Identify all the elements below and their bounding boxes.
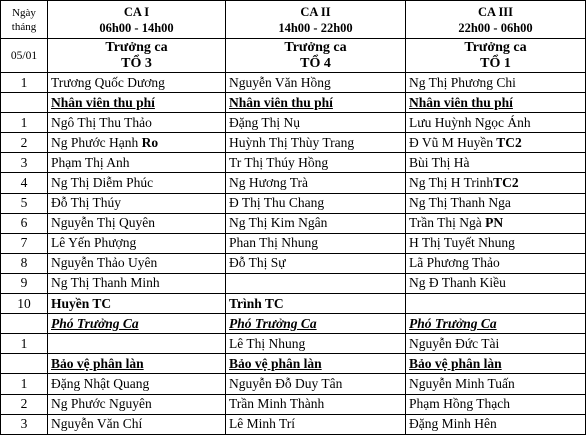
shift-1-cell — [48, 414, 226, 434]
shift-3-cell-text: Nguyễn Đức Tài — [409, 335, 500, 351]
shift-2-cell-text: Phan Thị Nhung — [229, 235, 319, 251]
date-cell: 05/01 — [1, 39, 48, 73]
shift-3-cell — [406, 273, 586, 293]
shift-1-header — [48, 1, 226, 39]
shift-2-cell-text: Trần Minh Thành — [229, 396, 325, 412]
shift-1-cell — [48, 354, 226, 374]
shift-1-cell-text: Đặng Nhật Quang — [51, 375, 150, 391]
shift-1-cell-tag: Ro — [138, 134, 159, 150]
table-row — [1, 233, 586, 253]
row-number — [1, 294, 48, 314]
shift-1-time: 06h00 - 14h00 — [99, 20, 174, 35]
shift-2-cell-text: Đ Thị Thu Chang — [229, 195, 325, 211]
shift-1-lead-title: Trưởng ca — [105, 39, 168, 55]
row-number — [1, 113, 48, 133]
row-number — [1, 273, 48, 293]
table-row — [1, 73, 586, 93]
row-number-text: 1 — [20, 335, 28, 351]
shift-2-cell-text: Ng Thị Kim Ngân — [229, 215, 328, 231]
row-number — [1, 334, 48, 354]
shift-1-cell — [48, 334, 226, 354]
shift-3-lead-title: Trưởng ca — [464, 39, 527, 55]
table-row — [1, 153, 586, 173]
shift-1-cell-text: Ng Phước Nguyên — [51, 396, 152, 412]
table-row — [1, 213, 586, 233]
shift-1-team: TỔ 3 — [121, 55, 152, 71]
row-number — [1, 173, 48, 193]
shift-1-cell — [48, 314, 226, 334]
shift-1-cell — [48, 93, 226, 113]
shift-2-cell-text: Đỗ Thị Sự — [229, 255, 286, 271]
shift-2-cell — [226, 253, 406, 273]
shift-2-cell — [226, 334, 406, 354]
shift-2-cell-text: Nhân viên thu phí — [229, 94, 333, 110]
shift-2-cell — [226, 153, 406, 173]
row-number — [1, 394, 48, 414]
shift-1-cell — [48, 133, 226, 153]
shift-2-cell-text: Huỳnh Thị Thùy Trang — [229, 134, 355, 150]
shift-2-lead-title: Trưởng ca — [284, 39, 347, 55]
shift-2-cell — [226, 314, 406, 334]
shift-1-name: CA I — [123, 4, 150, 19]
shift-1-cell-text: Ngô Thị Thu Thảo — [51, 114, 152, 130]
table-row — [1, 253, 586, 273]
day-month-header — [1, 1, 48, 39]
row-number-text: 4 — [20, 175, 28, 191]
shift-3-cell — [406, 334, 586, 354]
header-row-leads — [1, 39, 586, 73]
table-row — [1, 414, 586, 434]
shift-2-cell — [226, 173, 406, 193]
shift-1-cell-text: Nguyễn Thị Quyên — [51, 215, 155, 231]
shift-1-cell-text: Nguyễn Văn Chí — [51, 416, 143, 432]
shift-3-lead — [406, 39, 586, 73]
shift-1-cell-text: Lê Yến Phượng — [51, 235, 137, 251]
shift-3-cell-text: Lưu Huỳnh Ngọc Ánh — [409, 114, 531, 130]
table-row — [1, 394, 586, 414]
row-number-text: 1 — [20, 114, 28, 130]
shift-3-cell-text: Nhân viên thu phí — [409, 94, 513, 110]
row-number-text: 3 — [20, 154, 28, 170]
shift-2-cell — [226, 394, 406, 414]
shift-3-cell-text: Ng Thị Thanh Nga — [409, 195, 511, 211]
shift-1-cell-text: Phạm Thị Anh — [51, 154, 130, 170]
row-number-text: 1 — [20, 375, 28, 391]
shift-2-cell — [226, 113, 406, 133]
shift-3-cell — [406, 294, 586, 314]
shift-3-cell-text: Bùi Thị Hà — [409, 154, 470, 170]
shift-2-team: TỔ 4 — [300, 55, 331, 71]
day-label: Ngày — [12, 6, 36, 19]
shift-1-cell-text: Ng Phước Hạnh — [51, 134, 139, 150]
shift-2-cell-text: Đặng Thị Nụ — [229, 114, 300, 130]
row-number-text: 9 — [20, 275, 28, 291]
shift-1-cell — [48, 73, 226, 93]
table-row — [1, 354, 586, 374]
shift-3-cell-tag: PN — [481, 215, 504, 231]
row-number — [1, 193, 48, 213]
shift-3-cell — [406, 394, 586, 414]
shift-1-cell — [48, 213, 226, 233]
shift-2-cell — [226, 273, 406, 293]
shift-3-team: TỔ 1 — [480, 55, 511, 71]
shift-3-cell-text: Đặng Minh Hên — [409, 416, 497, 432]
shift-1-lead — [48, 39, 226, 73]
table-row — [1, 113, 586, 133]
shift-1-cell — [48, 153, 226, 173]
schedule-body — [1, 73, 586, 435]
shift-3-cell-text: Trần Thị Ngà — [409, 215, 482, 231]
shift-2-cell-text: Ng Hương Trà — [229, 175, 308, 191]
shift-1-cell — [48, 294, 226, 314]
shift-1-cell-text: Ng Thị Diễm Phúc — [51, 175, 154, 191]
row-number — [1, 253, 48, 273]
shift-2-cell — [226, 414, 406, 434]
shift-2-cell-text: Nguyễn Đỗ Duy Tân — [229, 375, 343, 391]
shift-3-cell-text: Ng Đ Thanh Kiều — [409, 275, 506, 291]
shift-3-cell-text: Phạm Hồng Thạch — [409, 396, 510, 412]
row-number — [1, 233, 48, 253]
shift-1-cell — [48, 193, 226, 213]
shift-2-cell — [226, 93, 406, 113]
shift-1-cell — [48, 233, 226, 253]
row-number — [1, 93, 48, 113]
shift-1-cell-text: Nguyễn Thảo Uyên — [51, 255, 158, 271]
shift-2-cell — [226, 73, 406, 93]
table-row — [1, 173, 586, 193]
shift-3-cell — [406, 193, 586, 213]
shift-3-cell-text: Lã Phương Thảo — [409, 255, 500, 271]
row-number — [1, 73, 48, 93]
shift-1-cell-text: Nhân viên thu phí — [51, 94, 155, 110]
shift-3-cell-text: Phó Trưởng Ca — [409, 315, 497, 331]
shift-3-time: 22h00 - 06h00 — [458, 20, 533, 35]
shift-2-cell — [226, 193, 406, 213]
shift-1-cell-text: Bảo vệ phân làn — [51, 355, 144, 371]
shift-1-cell-text: Đỗ Thị Thúy — [51, 195, 122, 211]
table-row — [1, 334, 586, 354]
row-number — [1, 414, 48, 434]
shift-2-cell — [226, 233, 406, 253]
shift-3-cell-text: Nguyễn Minh Tuấn — [409, 375, 515, 391]
shift-3-cell-tag: TC2 — [493, 134, 522, 150]
table-row — [1, 93, 586, 113]
shift-1-cell — [48, 253, 226, 273]
row-number-text: 2 — [20, 134, 28, 150]
shift-1-cell — [48, 273, 226, 293]
shift-3-cell — [406, 133, 586, 153]
month-label: tháng — [11, 20, 37, 33]
shift-3-cell — [406, 233, 586, 253]
shift-1-cell-text: Ng Thị Thanh Minh — [51, 275, 160, 291]
shift-3-cell-text: Bảo vệ phân làn — [409, 355, 502, 371]
shift-2-name: CA II — [300, 4, 331, 19]
table-row — [1, 133, 586, 153]
row-number — [1, 133, 48, 153]
shift-2-cell-text: Bảo vệ phân làn — [229, 355, 322, 371]
shift-2-cell — [226, 213, 406, 233]
table-row — [1, 193, 586, 213]
shift-3-header — [406, 1, 586, 39]
shift-2-cell — [226, 294, 406, 314]
row-number — [1, 374, 48, 394]
row-number-text: 6 — [20, 215, 28, 231]
shift-3-cell-text: Ng Thị Phương Chi — [409, 74, 516, 90]
row-number-text: 10 — [17, 295, 31, 311]
row-number — [1, 153, 48, 173]
shift-2-cell-text: Phó Trưởng Ca — [229, 315, 317, 331]
shift-3-cell — [406, 213, 586, 233]
shift-3-cell — [406, 253, 586, 273]
shift-2-lead — [226, 39, 406, 73]
shift-3-cell-text: Ng Thị H Trinh — [409, 175, 494, 191]
shift-2-header — [226, 1, 406, 39]
shift-2-cell-text: Lê Minh Trí — [229, 416, 296, 432]
row-number-text: 8 — [20, 255, 28, 271]
shift-1-cell-text: Trương Quốc Dương — [51, 74, 165, 90]
shift-3-cell — [406, 73, 586, 93]
shift-3-cell — [406, 153, 586, 173]
shift-2-cell-text: Tr Thị Thúy Hồng — [229, 154, 329, 170]
shift-2-cell — [226, 354, 406, 374]
table-row — [1, 294, 586, 314]
shift-3-cell-tag: TC2 — [493, 175, 519, 191]
shift-2-time: 14h00 - 22h00 — [278, 20, 353, 35]
shift-3-cell — [406, 113, 586, 133]
shift-1-cell — [48, 394, 226, 414]
shift-3-cell-text: H Thị Tuyết Nhung — [409, 235, 515, 251]
shift-3-cell — [406, 414, 586, 434]
shift-2-cell-text: Nguyễn Văn Hồng — [229, 74, 331, 90]
row-number — [1, 213, 48, 233]
row-number-text: 1 — [20, 74, 28, 90]
shift-3-cell — [406, 93, 586, 113]
shift-1-cell-text: Huyền TC — [51, 295, 112, 311]
shift-3-cell — [406, 314, 586, 334]
table-row — [1, 314, 586, 334]
shift-1-cell — [48, 173, 226, 193]
shift-3-cell-text: Đ Vũ M Huyền — [409, 134, 494, 150]
row-number-text: 2 — [20, 396, 28, 412]
shift-2-cell-text: Lê Thị Nhung — [229, 335, 306, 351]
shift-2-cell — [226, 374, 406, 394]
shift-3-cell — [406, 374, 586, 394]
shift-1-cell-text: Phó Trưởng Ca — [51, 315, 139, 331]
row-number-text: 3 — [20, 416, 28, 432]
row-number-text: 5 — [20, 195, 28, 211]
row-number-text: 7 — [20, 235, 28, 251]
shift-3-cell — [406, 354, 586, 374]
row-number — [1, 354, 48, 374]
shift-2-cell-text: Trình TC — [229, 295, 284, 311]
row-number — [1, 314, 48, 334]
header-row-shifts — [1, 1, 586, 39]
shift-1-cell — [48, 113, 226, 133]
table-row — [1, 374, 586, 394]
shift-1-cell — [48, 374, 226, 394]
shift-3-cell — [406, 173, 586, 193]
shift-2-cell — [226, 133, 406, 153]
table-row — [1, 273, 586, 293]
shift-3-name: CA III — [477, 4, 514, 19]
